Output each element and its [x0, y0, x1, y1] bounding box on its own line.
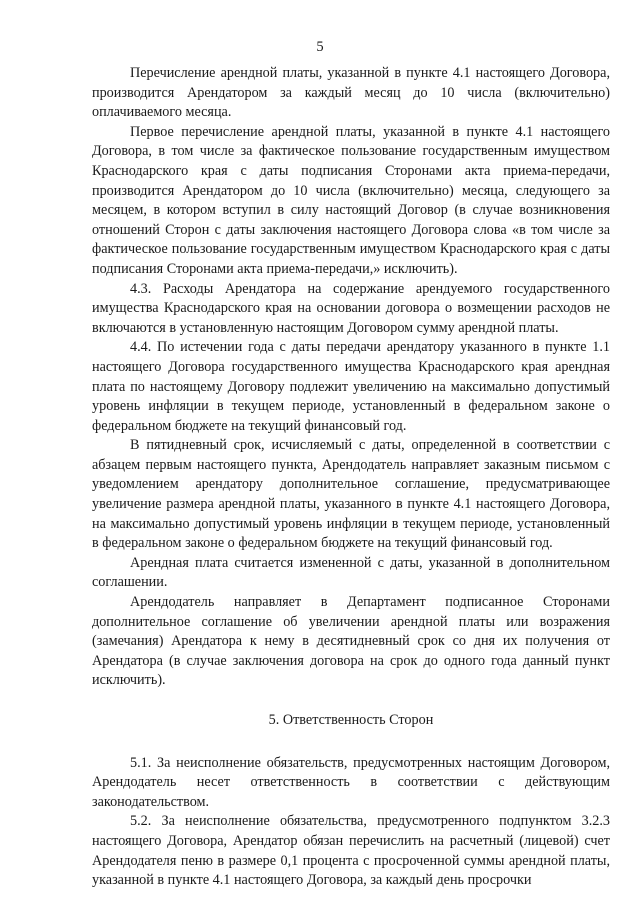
paragraph-rent-changed: Арендная плата считается измененной с даты, указанной в дополнительном соглашении. — [92, 554, 610, 591]
document-body — [92, 64, 610, 891]
paragraph-5-2: 5.2. За неисполнение обязательства, предусмотренного подпунктом 3.2.3 настоящего Договора, Арендатор обязан перечислить на расчетный (лицевой) счет Арендодателя пеню в размере 0,1 процента с просроченной суммы арендной платы, указанной в пункте 4.1 настоящего Договора, за каждый день просрочки — [92, 813, 610, 889]
paragraph-landlord-sends: Арендодатель направляет в Департамент подписанное Сторонами дополнительное соглашение об увеличении арендной платы или возражения (замечания) Арендатора к нему в десятидневный срок со дня их получения от Арендатора (в случае заключения договора на срок до одного года данный пункт исключить). — [92, 594, 610, 689]
section-heading: 5. Ответственность Сторон — [268, 712, 434, 728]
paragraph-4-3: 4.3. Расходы Арендатора на содержание арендуемого государственного имущества Краснодарского края на основании договора о возмещении расходов не включаются в установленную настоящим Договором сумму арендной платы. — [92, 280, 610, 336]
paragraph-first-payment: Первое перечисление арендной платы, указанной в пункте 4.1 настоящего Договора, в том числе за фактическое пользование государственным имуществом Краснодарского края с даты подписания Сторонами акта приема-передачи, производится Арендатором до 10 числа (включительно) месяца, следующего за месяцем, в котором вступил в силу настоящий Договор (в случае возникновения отношений Сторон с даты заключения настоящего Договора слова «в том числе за фактическое пользование государственным имуществом Краснодарского края с даты подписания Сторонами акта приема-передачи,» исключить). — [92, 123, 610, 277]
page-number: 5 — [316, 39, 324, 55]
paragraph-payment-schedule: Перечисление арендной платы, указанной в пункте 4.1 настоящего Договора, производится Арендатором за каждый месяц до 10 числа (включительно) оплачиваемого месяца. — [92, 65, 610, 121]
paragraph-4-4: 4.4. По истечении года с даты передачи арендатору указанного в пункте 1.1 настоящего Договора государственного имущества Краснодарского края арендная плата по настоящему Договору подлежит увеличению на максимально допустимый уровень инфляции в текущем периоде, установленный в федеральном законе о федеральном бюджете на текущий финансовый год. — [92, 339, 610, 434]
paragraph-five-day-term: В пятидневный срок, исчисляемый с даты, определенной в соответствии с абзацем первым настоящего пункта, Арендодатель направляет заказным письмом с уведомлением арендатору дополнительное соглашение, предусматривающее увеличение размера арендной платы, указанного в пункте 4.1 настоящего Договора, на максимально допустимый уровень инфляции в текущем периоде, установленный в федеральном законе о федеральном бюджете на текущий финансовый год. — [92, 437, 610, 552]
paragraph-5-1: 5.1. За неисполнение обязательств, предусмотренных настоящим Договором, Арендодатель несет ответственность в соответствии с действующим законодательством. — [92, 754, 610, 810]
